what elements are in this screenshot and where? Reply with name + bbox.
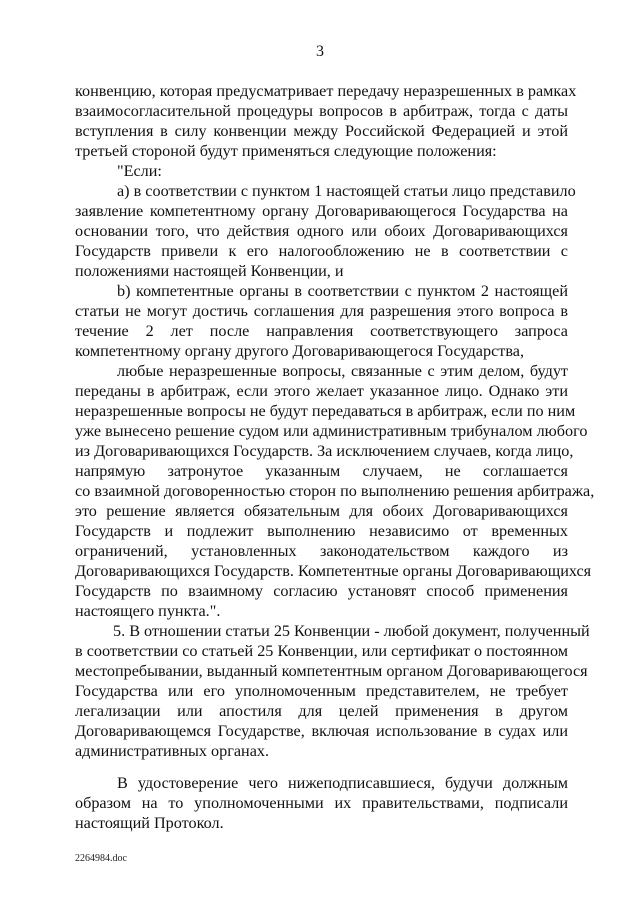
text-line: напрямую затронутое указанным случаем, не соглашается: [75, 462, 568, 480]
text-line: 5. В отношении статьи 25 Конвенции - любой документ, полученный: [113, 622, 590, 640]
text-line: неразрешенные вопросы не будут передаваться в арбитраж, если по ним: [75, 402, 576, 420]
text-line: в соответствии со статьей 25 Конвенции, или сертификат о постоянном: [75, 642, 568, 660]
text-line: переданы в арбитраж, если этого желает указанное лицо. Однако эти: [75, 382, 568, 400]
text-line: любые неразрешенные вопросы, связанные с этим делом, будут: [117, 362, 568, 380]
text-line: настоящего пункта.".: [75, 602, 221, 620]
text-line: административных органах.: [75, 742, 270, 760]
text-line: основании того, что действия одного или обоих Договаривающихся: [75, 222, 568, 240]
page-number: 3: [316, 43, 324, 60]
text-line: "Если:: [117, 162, 162, 180]
text-line: конвенцию, которая предусматривает передачу неразрешенных в рамках: [75, 82, 577, 100]
text-line: со взаимной договоренностью сторон по выполнению решения арбитража,: [75, 482, 595, 500]
text-line: a) в соответствии с пунктом 1 настоящей статьи лицо представило: [117, 182, 576, 200]
text-line: уже вынесено решение судом или административным трибуналом любого: [75, 422, 588, 440]
text-line: местопребывании, выданный компетентным органом Договаривающегося: [75, 662, 588, 680]
text-line: течение 2 лет после направления соответствующего запроса: [75, 322, 568, 340]
text-line: ограничений, установленных законодательством каждого из: [75, 542, 568, 560]
text-line: Договаривающихся Государств. Компетентные органы Договаривающихся: [75, 562, 592, 580]
text-line: положениями настоящей Конвенции, и: [75, 262, 344, 280]
text-line: это решение является обязательным для обоих Договаривающихся: [75, 502, 568, 520]
text-line: настоящий Протокол.: [75, 814, 224, 832]
text-line: Государства или его уполномоченным представителем, не требует: [75, 682, 568, 700]
text-line: третьей стороной будут применяться следующие положения:: [75, 142, 497, 160]
text-line: В удостоверение чего нижеподписавшиеся, будучи должным: [117, 774, 568, 792]
text-line: образом на то уполномоченными их правительствами, подписали: [75, 794, 568, 812]
text-line: статьи не могут достичь соглашения для разрешения этого вопроса в: [75, 302, 568, 320]
text-line: заявление компетентному органу Договаривающегося Государства на: [75, 202, 568, 220]
text-line: компетентному органу другого Договаривающегося Государства,: [75, 342, 524, 360]
text-line: взаимосогласительной процедуры вопросов в арбитраж, тогда с даты: [75, 102, 568, 120]
text-line: Государств и подлежит выполнению независимо от временных: [75, 522, 568, 540]
text-line: b) компетентные органы в соответствии с пунктом 2 настоящей: [117, 282, 568, 300]
text-line: Государств по взаимному согласию установят способ применения: [75, 582, 568, 600]
text-line: легализации или апостиля для целей применения в другом: [75, 702, 568, 720]
text-line: вступления в силу конвенции между Российской Федерацией и этой: [75, 122, 568, 140]
text-line: из Договаривающихся Государств. За исключением случаев, когда лицо,: [75, 442, 574, 460]
text-line: Договаривающемся Государстве, включая использование в судах или: [75, 722, 568, 740]
text-line: Государств привели к его налогообложению не в соответствии с: [75, 242, 568, 260]
document-file-name: 2264984.doc: [75, 853, 127, 864]
